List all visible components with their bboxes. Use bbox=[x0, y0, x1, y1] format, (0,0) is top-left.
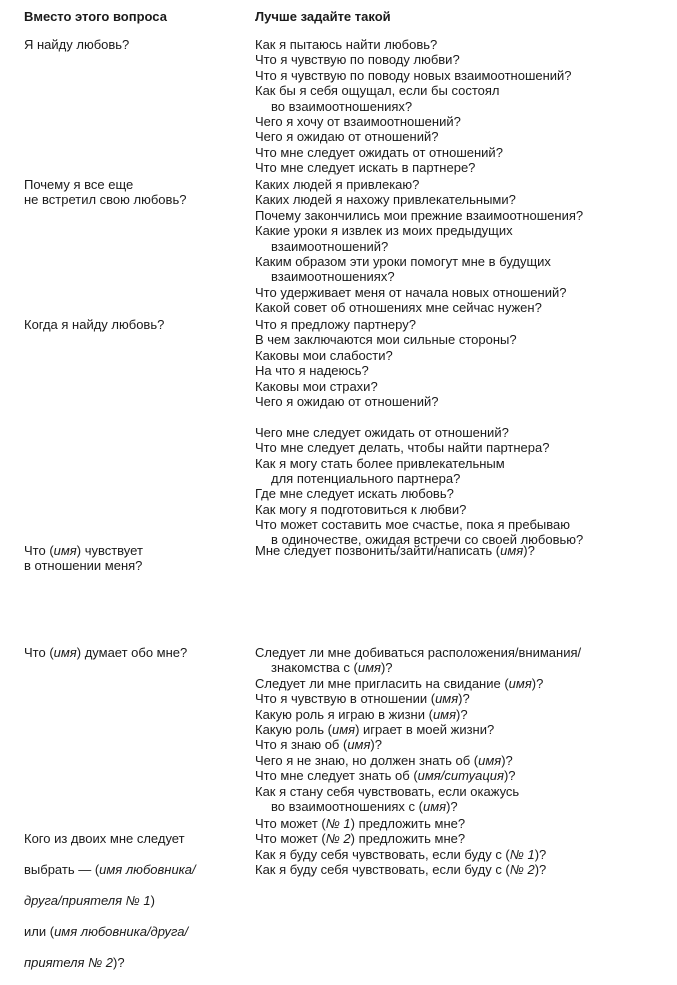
better-question: Какие уроки я извлек из моих предыдущих bbox=[255, 223, 513, 239]
better-question: На что я надеюсь? bbox=[255, 363, 369, 379]
better-questions bbox=[255, 317, 665, 548]
better-question-continued bbox=[255, 799, 665, 814]
better-question: Каковы мои страхи? bbox=[255, 378, 378, 394]
question-text: ) чувствует в отношении меня? bbox=[24, 543, 143, 574]
better-question: Что я чувствую по поводу новых взаимоотношений? bbox=[255, 67, 572, 83]
answer-text: )? bbox=[380, 660, 393, 676]
better-question: Каким образом эти уроки помогут мне в будущих bbox=[255, 253, 551, 269]
question-line bbox=[24, 831, 239, 846]
better-question bbox=[255, 753, 665, 768]
answer-text: во взаимоотношениях с ( bbox=[271, 798, 423, 814]
better-question: Что я чувствую по поводу любви? bbox=[255, 52, 460, 68]
better-question bbox=[255, 645, 665, 660]
original-question bbox=[24, 543, 239, 574]
question-text: Кого из двоих мне следует bbox=[24, 831, 185, 847]
better-question: Каких людей я привлекаю? bbox=[255, 177, 420, 192]
better-question-continued: для потенциального партнера? bbox=[271, 470, 461, 486]
question-placeholder: имя любовника/ bbox=[99, 862, 196, 878]
better-question: Где мне следует искать любовь? bbox=[255, 486, 454, 502]
better-question bbox=[255, 722, 665, 737]
answer-text: )? bbox=[501, 752, 513, 768]
answer-text: Как я стану себя чувствовать, если окажусь bbox=[255, 783, 520, 799]
answer-text: Как я буду себя чувствовать, если буду с ( bbox=[255, 846, 510, 862]
answer-placeholder: № 2 bbox=[509, 862, 535, 878]
better-question: Что я предложу партнеру? bbox=[255, 317, 416, 332]
spacer bbox=[255, 409, 665, 424]
better-question bbox=[255, 862, 665, 877]
answer-placeholder: имя bbox=[435, 691, 459, 707]
better-question: Почему закончились мои прежние взаимоотношения? bbox=[255, 207, 584, 223]
question-text: выбрать — ( bbox=[24, 862, 100, 878]
better-questions bbox=[255, 37, 665, 176]
better-question: Чего я ожидаю от отношений? bbox=[255, 393, 439, 409]
column-header-better: Лучше задайте такой bbox=[255, 9, 391, 24]
answer-text: )? bbox=[503, 768, 516, 784]
question-line bbox=[24, 924, 239, 939]
better-question bbox=[255, 737, 665, 752]
better-question: Чего я хочу от взаимоотношений? bbox=[255, 113, 461, 129]
column-header-instead: Вместо этого вопроса bbox=[24, 9, 167, 24]
question-text: Что ( bbox=[24, 645, 54, 660]
better-question: Чего я ожидаю от отношений? bbox=[255, 129, 439, 145]
answer-placeholder: № 1 bbox=[325, 816, 351, 831]
original-question: Я найду любовь? bbox=[24, 37, 130, 52]
answer-text: Мне следует позвонить/зайти/написать ( bbox=[255, 543, 501, 558]
better-question: Что может составить мое счастье, пока я пребываю bbox=[255, 517, 570, 533]
better-question bbox=[255, 543, 665, 558]
better-question: В чем заключаются мои сильные стороны? bbox=[255, 332, 517, 348]
answer-text: Что я знаю об ( bbox=[255, 737, 348, 753]
better-question-continued: в одиночестве, ожидая встречи со своей любовью? bbox=[271, 532, 584, 548]
question-placeholder: имя bbox=[53, 645, 77, 660]
question-line bbox=[24, 893, 239, 908]
answer-text: Что мне следует знать об ( bbox=[255, 768, 418, 784]
better-question bbox=[255, 768, 665, 783]
answer-text: Что может ( bbox=[255, 816, 326, 831]
original-question bbox=[24, 816, 239, 985]
answer-text: )? bbox=[534, 862, 547, 878]
question-placeholder: имя bbox=[53, 543, 77, 558]
question-text: ) думает обо мне? bbox=[76, 645, 188, 660]
answer-text: Что может ( bbox=[255, 831, 326, 847]
better-question: Как я пытаюсь найти любовь? bbox=[255, 37, 438, 52]
answer-placeholder: № 1 bbox=[509, 846, 535, 862]
answer-placeholder: № 2 bbox=[325, 831, 351, 847]
better-question: Каковы мои слабости? bbox=[255, 347, 393, 363]
better-question: Что мне следует ожидать от отношений? bbox=[255, 144, 503, 160]
answer-text: Какую роль ( bbox=[255, 721, 332, 737]
better-question bbox=[255, 831, 665, 846]
better-question bbox=[255, 816, 665, 831]
answer-text: Что я чувствую в отношении ( bbox=[255, 691, 436, 707]
question-placeholder: имя любовника/друга/ bbox=[54, 923, 189, 939]
question-line bbox=[24, 862, 239, 877]
answer-text: )? bbox=[531, 675, 544, 691]
better-question-continued bbox=[255, 660, 665, 675]
better-question: Какой совет об отношениях мне сейчас нужен? bbox=[255, 300, 542, 316]
better-question bbox=[255, 691, 665, 706]
answer-text: Как я буду себя чувствовать, если буду с ( bbox=[255, 862, 510, 878]
answer-text: ) предложить мне? bbox=[350, 816, 466, 831]
question-line bbox=[24, 955, 239, 970]
better-questions bbox=[255, 543, 665, 558]
answer-placeholder: имя bbox=[347, 737, 371, 753]
answer-text: )? bbox=[446, 798, 458, 814]
question-text: )? bbox=[113, 954, 125, 970]
better-question: Каких людей я нахожу привлекательными? bbox=[255, 192, 516, 208]
better-questions bbox=[255, 645, 665, 814]
better-question: Чего мне следует ожидать от отношений? bbox=[255, 424, 509, 440]
original-question bbox=[24, 645, 239, 660]
question-text: или ( bbox=[24, 923, 55, 939]
better-question bbox=[255, 847, 665, 862]
answer-placeholder: имя bbox=[422, 798, 447, 814]
better-question: Как могу я подготовиться к любви? bbox=[255, 501, 467, 517]
answer-placeholder: имя bbox=[357, 660, 381, 676]
better-question: Что мне следует искать в партнере? bbox=[255, 160, 476, 176]
question-placeholder: приятеля № 2 bbox=[24, 954, 113, 970]
better-question-continued: взаимоотношений? bbox=[271, 238, 389, 254]
answer-text: знакомства с ( bbox=[271, 660, 358, 676]
question-text: Что ( bbox=[24, 543, 54, 558]
answer-text: )? bbox=[458, 691, 470, 707]
answer-placeholder: имя bbox=[432, 706, 457, 722]
better-question-continued: во взаимоотношениях? bbox=[271, 98, 413, 114]
better-question: Как я могу стать более привлекательным bbox=[255, 455, 505, 471]
answer-text: Следует ли мне добиваться расположения/внимания/ bbox=[255, 645, 582, 660]
answer-placeholder: имя bbox=[331, 721, 356, 737]
better-question: Что удерживает меня от начала новых отношений? bbox=[255, 284, 567, 300]
answer-text: )? bbox=[456, 706, 468, 722]
answer-text: )? bbox=[534, 846, 547, 862]
better-question bbox=[255, 707, 665, 722]
answer-placeholder: имя bbox=[508, 675, 532, 691]
answer-text: Чего я не знаю, но должен знать об ( bbox=[255, 752, 479, 768]
question-text: ) bbox=[150, 893, 155, 909]
question-placeholder: друга/приятеля № 1 bbox=[24, 893, 151, 909]
better-question: Как бы я себя ощущал, если бы состоял bbox=[255, 83, 500, 99]
better-question bbox=[255, 784, 665, 799]
answer-placeholder: имя bbox=[500, 543, 524, 558]
better-questions bbox=[255, 816, 665, 878]
better-question bbox=[255, 676, 665, 691]
answer-placeholder: имя bbox=[478, 752, 502, 768]
answer-text: )? bbox=[370, 737, 382, 753]
answer-text: Какую роль я играю в жизни ( bbox=[255, 706, 433, 722]
better-question: Что мне следует делать, чтобы найти партнера? bbox=[255, 440, 550, 456]
original-question: Когда я найду любовь? bbox=[24, 317, 165, 332]
answer-text: ) предложить мне? bbox=[350, 831, 466, 847]
answer-text: )? bbox=[523, 543, 535, 558]
answer-text: Следует ли мне пригласить на свидание ( bbox=[255, 675, 509, 691]
original-question: Почему я все еще не встретил свою любовь? bbox=[24, 177, 187, 208]
answer-text: ) играет в моей жизни? bbox=[355, 721, 495, 737]
better-questions bbox=[255, 177, 665, 316]
answer-placeholder: имя/ситуация bbox=[417, 768, 504, 784]
better-question-continued: взаимоотношениях? bbox=[271, 269, 395, 285]
